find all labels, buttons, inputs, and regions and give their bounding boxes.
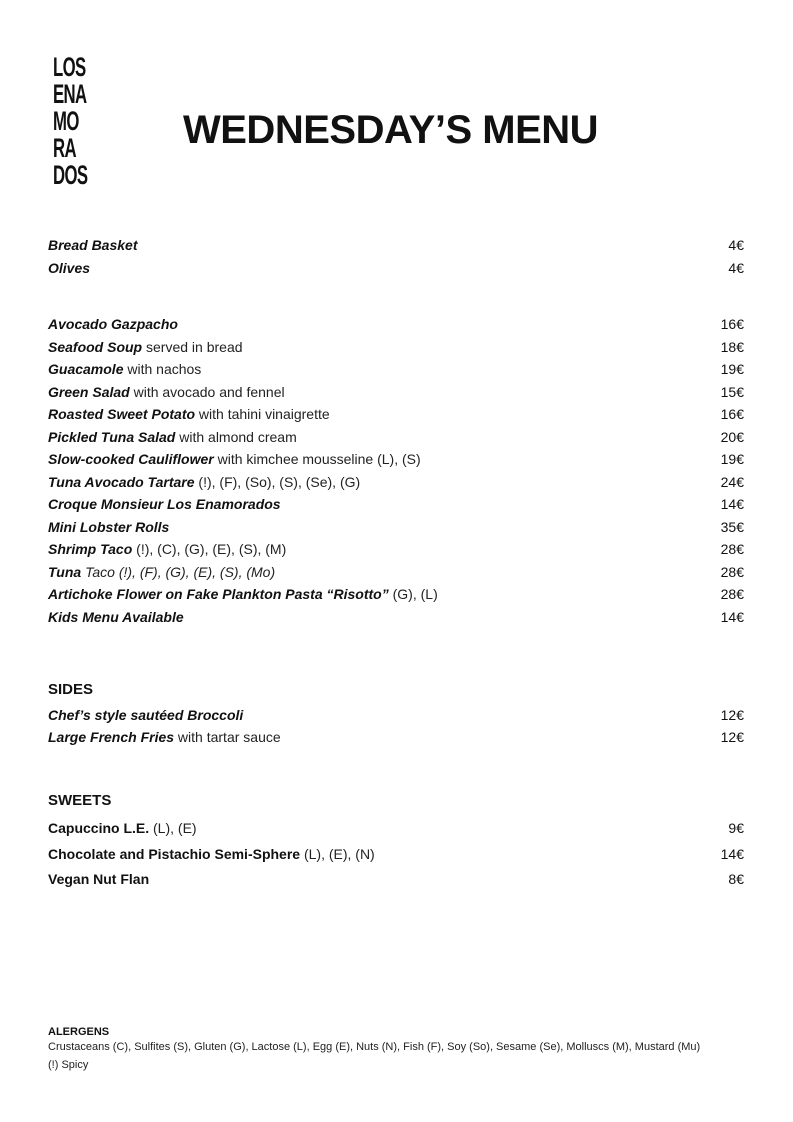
item-description: (G), (L) xyxy=(388,586,438,602)
item-name: Mini Lobster Rolls xyxy=(48,518,170,535)
sides-list xyxy=(48,706,744,750)
menu-item xyxy=(48,728,744,751)
item-price: 16€ xyxy=(720,316,744,332)
item-name: Large French Fries xyxy=(48,728,175,745)
item-name: Slow-cooked Cauliflower xyxy=(48,451,214,467)
menu-item xyxy=(48,383,744,406)
menu-item xyxy=(48,450,744,473)
item-description: with avocado and fennel xyxy=(129,383,285,400)
item-price: 19€ xyxy=(720,361,744,377)
item-name: Roasted Sweet Potato xyxy=(48,406,196,422)
item-name: Avocado Gazpacho xyxy=(48,316,178,332)
item-price: 14€ xyxy=(720,608,744,625)
item-price: 15€ xyxy=(720,383,744,400)
item-price: 28€ xyxy=(720,541,744,557)
menu-item xyxy=(48,819,744,845)
item-price: 19€ xyxy=(720,451,744,467)
item-price: 16€ xyxy=(720,406,744,422)
item-description: (L), (E), (N) xyxy=(300,845,375,862)
menu-item xyxy=(48,338,744,361)
logo-line: MO xyxy=(53,106,79,136)
item-name: Artichoke Flower on Fake Plankton Pasta “Risotto” xyxy=(48,586,389,602)
item-description: with tahini vinaigrette xyxy=(195,406,330,422)
sweets-list xyxy=(48,819,744,896)
menu-item xyxy=(48,405,744,428)
logo-line: LOS xyxy=(53,52,86,82)
menu-item xyxy=(48,236,744,259)
item-price: 4€ xyxy=(728,237,744,253)
restaurant-logo xyxy=(53,54,90,189)
item-price: 14€ xyxy=(720,496,744,512)
item-name: Tuna xyxy=(48,563,82,580)
menu-item xyxy=(48,428,744,451)
item-price: 18€ xyxy=(720,338,744,355)
item-description: served in bread xyxy=(142,338,243,355)
item-description: Taco (!), (F), (G), (E), (S), (Mo) xyxy=(81,563,276,580)
menu-item xyxy=(48,608,744,631)
menu-item xyxy=(48,259,744,282)
item-price: 12€ xyxy=(720,707,744,723)
item-name: Guacamole xyxy=(48,361,124,377)
item-price: 35€ xyxy=(720,518,744,535)
menu-item xyxy=(48,870,744,896)
item-description: with nachos xyxy=(123,361,202,377)
allergens-note xyxy=(48,1025,748,1074)
menu-item xyxy=(48,563,744,586)
item-price: 14€ xyxy=(720,845,744,862)
allergens-heading: ALERGENS xyxy=(48,1026,110,1038)
item-price: 20€ xyxy=(720,428,744,445)
item-name: Chocolate and Pistachio Semi-Sphere xyxy=(48,845,301,862)
menu-item xyxy=(48,518,744,541)
item-name: Tuna Avocado Tartare xyxy=(48,473,195,490)
menu-item xyxy=(48,706,744,728)
item-price: 9€ xyxy=(728,820,744,836)
item-name: Croque Monsieur Los Enamorados xyxy=(48,496,281,512)
item-description: (L), (E) xyxy=(149,820,197,836)
item-price: 4€ xyxy=(728,259,744,276)
sweets-heading: SWEETS xyxy=(48,792,112,809)
item-name: Bread Basket xyxy=(48,237,138,253)
logo-line: DOS xyxy=(53,160,88,190)
menu-item xyxy=(48,495,744,518)
logo-line: ENA xyxy=(53,79,87,109)
item-name: Shrimp Taco xyxy=(48,541,133,557)
item-description: with kimchee mousseline (L), (S) xyxy=(213,451,421,467)
item-description: (!), (F), (So), (S), (Se), (G) xyxy=(194,473,361,490)
allergens-list: Crustaceans (C), Sulfites (S), Gluten (G), Lactose (L), Egg (E), Nuts (N), Fish (F), Soy (So), Sesame (Se), Molluscs (M), Mustard (Mu) xyxy=(48,1041,701,1053)
item-description: (!), (C), (G), (E), (S), (M) xyxy=(132,541,287,557)
item-price: 8€ xyxy=(728,871,744,887)
menu-item xyxy=(48,845,744,871)
starters-list xyxy=(48,236,744,281)
menu-item xyxy=(48,360,744,383)
item-name: Olives xyxy=(48,259,91,276)
item-name: Green Salad xyxy=(48,383,130,400)
item-price: 28€ xyxy=(720,586,744,602)
mains-list xyxy=(48,315,744,630)
menu-item xyxy=(48,315,744,338)
menu-item xyxy=(48,473,744,496)
sides-heading: SIDES xyxy=(48,681,94,698)
item-name: Kids Menu Available xyxy=(48,608,184,625)
item-price: 28€ xyxy=(720,563,744,580)
item-name: Vegan Nut Flan xyxy=(48,871,150,887)
menu-title: WEDNESDAY’S MENU xyxy=(183,108,599,152)
item-name: Pickled Tuna Salad xyxy=(48,428,176,445)
item-name: Chef’s style sautéed Broccoli xyxy=(48,707,244,723)
spicy-note: (!) Spicy xyxy=(48,1058,89,1071)
menu-item xyxy=(48,540,744,563)
logo-line: RA xyxy=(53,133,76,163)
item-description: with almond cream xyxy=(175,428,297,445)
item-name: Seafood Soup xyxy=(48,338,143,355)
item-price: 12€ xyxy=(720,728,744,745)
menu-item xyxy=(48,585,744,608)
item-price: 24€ xyxy=(720,473,744,490)
item-name: Capuccino L.E. xyxy=(48,820,150,836)
item-description: with tartar sauce xyxy=(174,728,281,745)
